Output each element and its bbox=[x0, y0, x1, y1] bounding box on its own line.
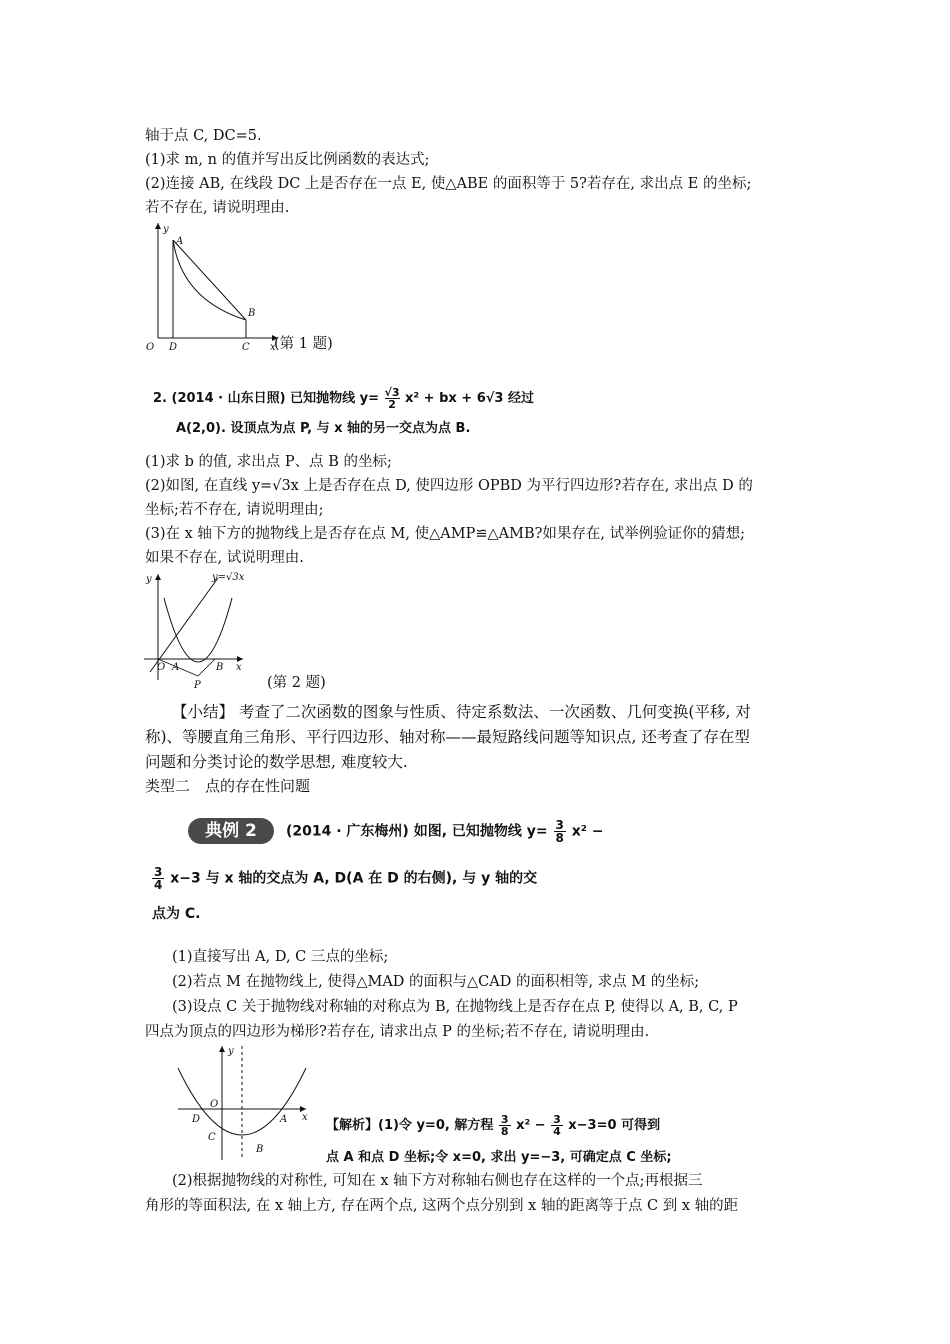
fig3-label-y: y bbox=[228, 1046, 234, 1057]
analysis-frac2-den: 4 bbox=[553, 1125, 561, 1138]
example-header-left: (2014 · 广东梅州) 如图, 已知抛物线 y= bbox=[286, 823, 548, 840]
summary-line-a: 【小结】 考查了二次函数的图象与性质、待定系数法、一次函数、几何变换(平移, 对 bbox=[172, 703, 751, 721]
fig2-y-arrow bbox=[155, 574, 161, 580]
analysis-line-1b: x² − bbox=[516, 1118, 546, 1133]
p1-question-2b: 若不存在, 请说明理由. bbox=[145, 200, 290, 216]
fig1-label-C: C bbox=[242, 342, 250, 353]
p2-question-3b: 如果不存在, 试说明理由. bbox=[145, 550, 304, 566]
fig3-label-O: O bbox=[210, 1099, 219, 1110]
example-question-3b: 四点为顶点的四边形为梯形?若存在, 请求出点 P 的坐标;若不存在, 请说明理由. bbox=[145, 1024, 650, 1040]
fig1-caption: (第 1 题) bbox=[274, 336, 333, 352]
fig3-label-C: C bbox=[208, 1132, 216, 1143]
p2-header-left: 2. (2014 · 山东日照) 已知抛物线 y= bbox=[153, 391, 379, 406]
analysis-fraction-2 bbox=[551, 1114, 563, 1137]
fig3-label-D: D bbox=[192, 1114, 201, 1125]
fig1-label-x: x bbox=[270, 342, 276, 353]
p2-fraction bbox=[385, 387, 400, 410]
example-frac2-den: 4 bbox=[154, 878, 163, 892]
example-question-1: (1)直接写出 A, D, C 三点的坐标; bbox=[172, 949, 389, 965]
fig3-label-A: A bbox=[280, 1114, 288, 1125]
figure-3 bbox=[172, 1042, 312, 1162]
analysis-frac1-den: 8 bbox=[500, 1125, 509, 1138]
p1-question-1: (1)求 m, n 的值并写出反比例函数的表达式; bbox=[145, 152, 430, 168]
p2-header-a bbox=[153, 387, 534, 410]
p2-question-1: (1)求 b 的值, 求出点 P、点 B 的坐标; bbox=[145, 454, 392, 470]
example-fraction-1 bbox=[554, 819, 566, 844]
analysis-line-1a: 【解析】(1)令 y=0, 解方程 bbox=[326, 1118, 494, 1133]
example-header-right: x² − bbox=[571, 823, 604, 840]
figure-1 bbox=[140, 218, 280, 353]
example-header-a bbox=[286, 819, 604, 844]
p1-question-2a: (2)连接 AB, 在线段 DC 上是否存在一点 E, 使△ABE 的面积等于 5?若存在, 求出点 E 的坐标; bbox=[145, 176, 752, 192]
example-fraction-2 bbox=[152, 866, 164, 891]
example-line-2 bbox=[152, 866, 537, 891]
fig2-line-y-sqrt3x bbox=[150, 578, 218, 672]
fig1-y-arrow bbox=[155, 223, 161, 229]
fig3-y-arrow bbox=[219, 1046, 225, 1052]
example-frac2-num: 3 bbox=[154, 865, 163, 879]
fig1-label-A: A bbox=[176, 236, 184, 247]
analysis-line-1 bbox=[326, 1114, 660, 1137]
fig2-label-line: y=√3x bbox=[212, 572, 245, 583]
example-question-2: (2)若点 M 在抛物线上, 使得△MAD 的面积与△CAD 的面积相等, 求点 M 的坐标; bbox=[172, 974, 700, 990]
analysis-frac1-num: 3 bbox=[500, 1113, 509, 1126]
p2-header-right: x² + bx + 6√3 经过 bbox=[405, 391, 534, 406]
analysis-line-2: 点 A 和点 D 坐标;令 x=0, 求出 y=−3, 可确定点 C 坐标; bbox=[326, 1150, 672, 1165]
fig3-label-x: x bbox=[302, 1112, 308, 1123]
fig1-label-D: D bbox=[169, 342, 178, 353]
p2-question-2b: 坐标;若不存在, 请说明理由; bbox=[145, 502, 324, 518]
p2-question-2a: (2)如图, 在直线 y=√3x 上是否存在点 D, 使四边形 OPBD 为平行四边形?若存在, 求出点 D 的 bbox=[145, 478, 753, 494]
fig2-parabola bbox=[164, 598, 232, 662]
fig2-label-O: O bbox=[157, 662, 166, 673]
p2-header-b: A(2,0). 设顶点为点 P, 与 x 轴的另一交点为点 B. bbox=[176, 421, 471, 436]
figure-2 bbox=[140, 570, 265, 690]
example-frac1-den: 8 bbox=[555, 831, 564, 845]
p2-frac-num: √3 bbox=[384, 386, 400, 399]
example-question-3a: (3)设点 C 关于抛物线对称轴的对称点为 B, 在抛物线上是否存在点 P, 使得以 A, B, C, P bbox=[172, 999, 738, 1015]
example-badge: 典例 2 bbox=[188, 818, 274, 844]
fig2-label-y: y bbox=[146, 574, 152, 585]
summary-line-b: 称)、等腰直角三角形、平行四边形、轴对称——最短路线问题等知识点, 还考查了存在型 bbox=[145, 728, 750, 746]
analysis-line-3: (2)根据抛物线的对称性, 可知在 x 轴下方对称轴右侧也存在这样的一个点;再根据三 bbox=[172, 1173, 703, 1189]
example-frac1-num: 3 bbox=[555, 818, 564, 832]
fig1-segment-AB bbox=[173, 240, 246, 320]
analysis-frac2-num: 3 bbox=[553, 1113, 561, 1126]
fig1-label-O: O bbox=[146, 342, 155, 353]
type-heading: 类型二 点的存在性问题 bbox=[145, 777, 311, 795]
analysis-line-4: 角形的等面积法, 在 x 轴上方, 存在两个点, 这两个点分别到 x 轴的距离等于点 C 到 x 轴的距 bbox=[145, 1198, 739, 1214]
fig2-label-A: A bbox=[172, 662, 180, 673]
fig2-label-P: P bbox=[194, 680, 201, 690]
p2-question-3a: (3)在 x 轴下方的抛物线上是否存在点 M, 使△AMP≌△AMB?如果存在, 试举例验证你的猜想; bbox=[145, 526, 745, 542]
fig2-caption: (第 2 题) bbox=[267, 675, 326, 691]
fig2-label-B: B bbox=[216, 662, 224, 673]
p1-text-line0: 轴于点 C, DC=5. bbox=[145, 128, 262, 144]
p2-frac-den: 2 bbox=[388, 398, 396, 411]
fig1-label-B: B bbox=[248, 308, 256, 319]
example-line-3: 点为 C. bbox=[152, 906, 201, 922]
fig2-label-x: x bbox=[236, 662, 242, 673]
analysis-line-1c: x−3=0 可得到 bbox=[568, 1118, 661, 1133]
fig1-label-y: y bbox=[163, 224, 169, 235]
summary-line-c: 问题和分类讨论的数学思想, 难度较大. bbox=[145, 753, 408, 771]
analysis-fraction-1 bbox=[499, 1114, 511, 1137]
example-line-2-text: x−3 与 x 轴的交点为 A, D(A 在 D 的右侧), 与 y 轴的交 bbox=[170, 870, 538, 887]
fig3-label-B: B bbox=[256, 1144, 264, 1155]
